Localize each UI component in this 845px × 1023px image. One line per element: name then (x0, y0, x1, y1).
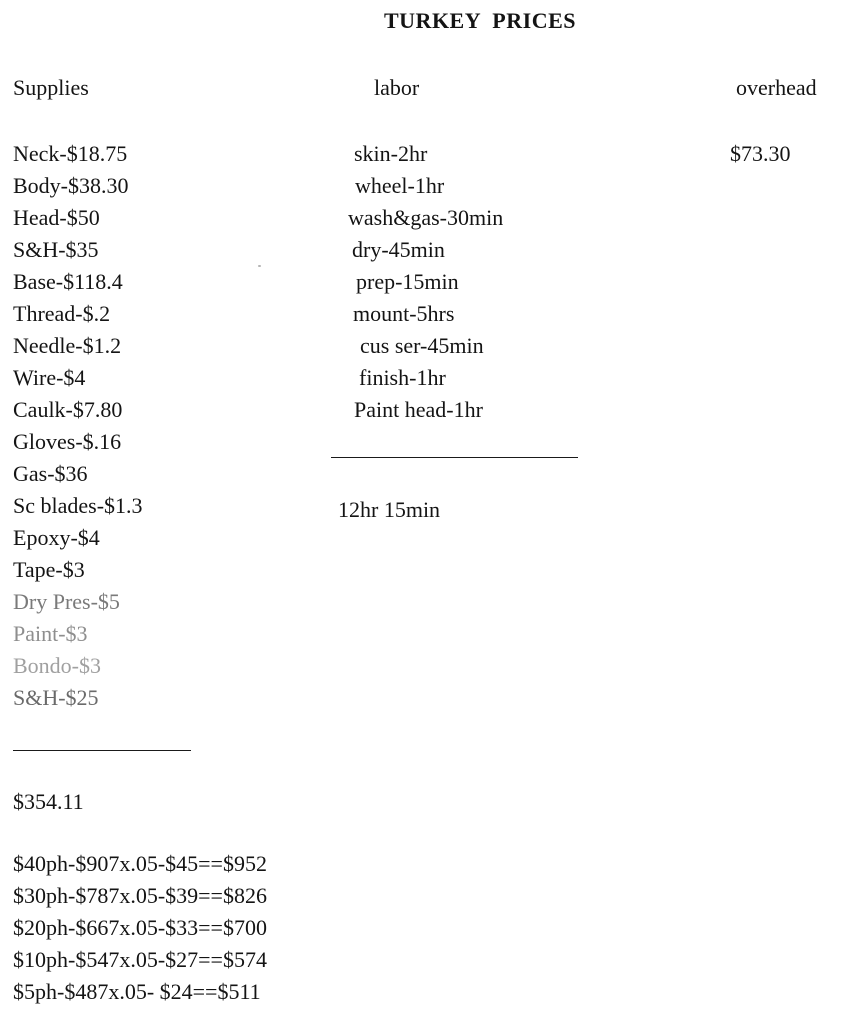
scan-speck (258, 265, 261, 267)
labor-header: labor (374, 75, 420, 100)
supply-item: Tape-$3 (13, 557, 85, 582)
labor-item: skin-2hr (354, 141, 428, 166)
supply-item: Needle-$1.2 (13, 333, 122, 358)
rate-line: $5ph-$487x.05- $24==$511 (13, 979, 261, 1004)
rate-line: $10ph-$547x.05-$27==$574 (13, 947, 267, 972)
supplies-header: Supplies (13, 75, 89, 100)
supply-item: Caulk-$7.80 (13, 397, 123, 422)
supplies-total-divider (13, 750, 191, 751)
rate-line: $30ph-$787x.05-$39==$826 (13, 883, 267, 908)
overhead-value: $73.30 (730, 141, 791, 166)
supply-item: Paint-$3 (13, 621, 88, 646)
labor-item: cus ser-45min (360, 333, 484, 358)
labor-item: mount-5hrs (353, 301, 455, 326)
supply-item: Neck-$18.75 (13, 141, 128, 166)
rate-line: $40ph-$907x.05-$45==$952 (13, 851, 267, 876)
labor-total: 12hr 15min (338, 497, 441, 522)
supply-item: S&H-$25 (13, 685, 99, 710)
supply-item: Base-$118.4 (13, 269, 123, 294)
supply-item: Body-$38.30 (13, 173, 129, 198)
supply-item: Gas-$36 (13, 461, 88, 486)
labor-item: wheel-1hr (355, 173, 445, 198)
labor-item: dry-45min (352, 237, 445, 262)
supply-item: Dry Pres-$5 (13, 589, 120, 614)
supply-item: Epoxy-$4 (13, 525, 100, 550)
supply-item: Sc blades-$1.3 (13, 493, 143, 518)
labor-item: Paint head-1hr (354, 397, 483, 422)
overhead-header: overhead (736, 75, 817, 100)
supplies-total: $354.11 (13, 789, 84, 814)
labor-list (330, 138, 503, 426)
hourly-rate-list (13, 848, 267, 1008)
labor-item: wash&gas-30min (348, 205, 504, 230)
supply-item: Wire-$4 (13, 365, 86, 390)
supply-item: Thread-$.2 (13, 301, 111, 326)
supply-item: Bondo-$3 (13, 653, 101, 678)
supply-item: Head-$50 (13, 205, 100, 230)
rate-line: $20ph-$667x.05-$33==$700 (13, 915, 267, 940)
page-title: TURKEY PRICES (384, 8, 576, 33)
labor-item: finish-1hr (359, 365, 446, 390)
labor-total-divider (331, 457, 578, 458)
supply-item: Gloves-$.16 (13, 429, 122, 454)
labor-item: prep-15min (356, 269, 459, 294)
supply-item: S&H-$35 (13, 237, 99, 262)
supplies-list (13, 138, 143, 714)
